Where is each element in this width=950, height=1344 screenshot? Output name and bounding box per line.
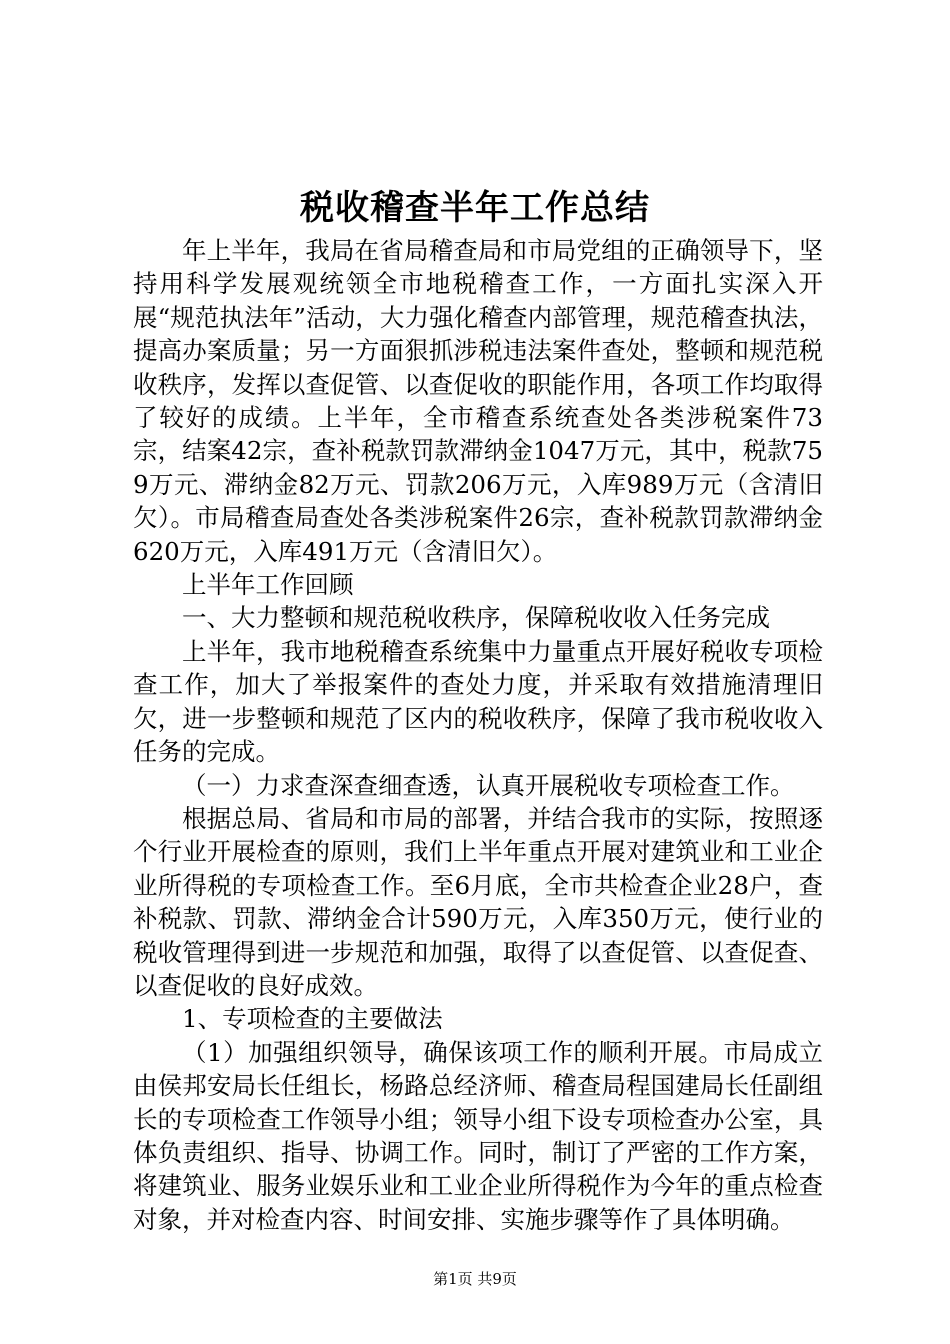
page-number: 第1页 — [433, 1270, 473, 1288]
paragraph-section-one: 上半年，我市地税稽查系统集中力量重点开展好税收专项检查工作，加大了举报案件的查处力度，并采取有效措施清理旧欠，进一步整顿和规范了区内的税收秩序，保障了我市税收收入任务的完成。 — [133, 636, 823, 767]
subsection-heading-one: （一）力求查深查细查透，认真开展税收专项检查工作。 — [182, 770, 795, 800]
paragraph-special-inspection: 根据总局、省局和市局的部署，并结合我市的实际，按照逐个行业开展检查的原则，我们上半年重点开展对建筑业和工业企业所得税的专项检查工作。至6月底，全市共检查企业28户，查补税款、罚款、滞纳金合计590万元，入库350万元，使行业的税收管理得到进一步规范和加强，取得了以查促管、以查促查、以查促收的良好成效。 — [133, 803, 823, 1000]
section-heading-review: 上半年工作回顾 — [182, 570, 354, 600]
paragraph-intro: 年上半年，我局在省局稽查局和市局党组的正确领导下，坚持用科学发展观统领全市地税稽查工作，一方面扎实深入开展“规范执法年”活动，大力强化稽查内部管理，规范稽查执法，提高办案质量；另一方面狠抓涉税违法案件查处，整顿和规范税收秩序，发挥以查促管、以查促收的职能作用，各项工作均取得了较好的成绩。上半年，全市稽查系统查处各类涉税案件73宗，结案42宗，查补税款罚款滞纳金1047万元，其中，税款759万元、滞纳金82万元、罚款206万元，入库989万元（含清旧欠）。市局稽查局查处各类涉税案件26宗，查补税款罚款滞纳金620万元，入库491万元（含清旧欠）。 — [133, 236, 823, 566]
paragraph-organization: （1）加强组织领导，确保该项工作的顺利开展。市局成立由侯邦安局长任组长，杨路总经济师、稽查局程国建局长任副组长的专项检查工作领导小组；领导小组下设专项检查办公室，具体负责组织、指导、协调工作。同时，制订了严密的工作方案，将建筑业、服务业娱乐业和工业企业所得税作为今年的重点检查对象，并对检查内容、时间安排、实施步骤等作了具体明确。 — [133, 1037, 823, 1234]
page-footer — [0, 1268, 950, 1290]
section-heading-one: 一、大力整顿和规范税收秩序，保障税收收入任务完成 — [182, 603, 770, 633]
document-title: 税收稽查半年工作总结 — [300, 188, 650, 228]
item-heading-methods: 1、专项检查的主要做法 — [182, 1004, 443, 1034]
page-total: 共9页 — [477, 1270, 517, 1288]
document-body — [133, 234, 823, 1236]
